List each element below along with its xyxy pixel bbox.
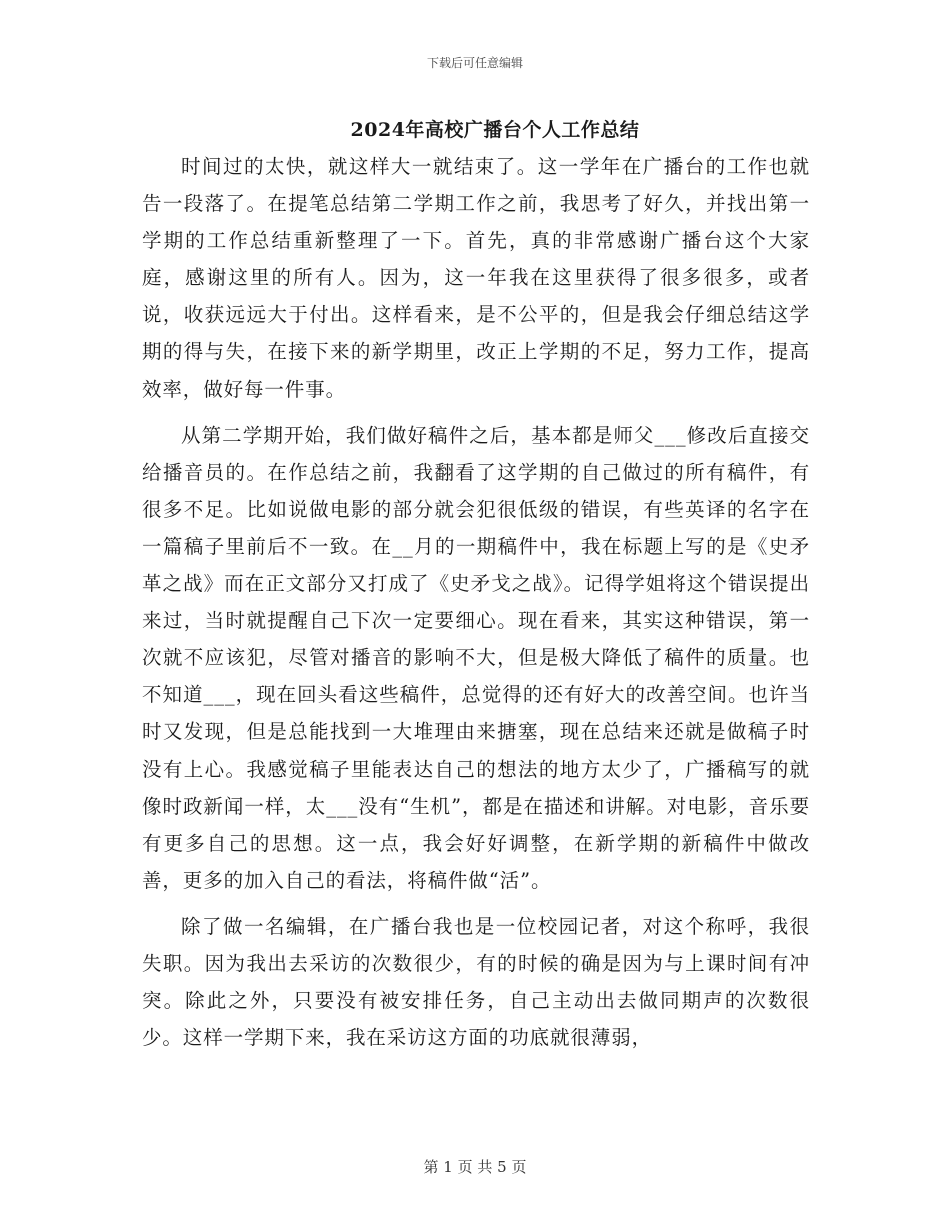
paragraph-3: 除了做一名编辑，在广播台我也是一位校园记者，对这个称呼，我很失职。因为我出去采访的次数很少，有的时候的确是因为与上课时间有冲突。除此之外，只要没有被安排任务，自己主动出去做同期声的次数很少。这样一学期下来，我在采访这方面的功底就很薄弱， xyxy=(142,914,810,1050)
paragraph-2: 从第二学期开始，我们做好稿件之后，基本都是师父___修改后直接交给播音员的。在作总结之前，我翻看了这学期的自己做过的所有稿件，有很多不足。比如说做电影的部分就会犯很低级的错误，有些英译的名字在一篇稿子里前后不一致。在__月的一期稿件中，我在标题上写的是《史矛革之战》而在正文部分又打成了《史矛戈之战》。记得学姐将这个错误提出来过，当时就提醒自己下次一定要细心。现在看来，其实这种错误，第一次就不应该犯，尽管对播音的影响不大，但是极大降低了稿件的质量。也不知道___，现在回头看这些稿件，总觉得的还有好大的改善空间。也许当时又发现，但是总能找到一大堆理由来搪塞，现在总结来还就是做稿子时没有上心。我感觉稿子里能表达自己的想法的地方太少了，广播稿写的就像时政新闻一样，太___没有“生机”，都是在描述和讲解。对电影，音乐要有更多自己的思想。这一点，我会好好调整，在新学期的新稿件中做改善，更多的加入自己的看法，将稿件做“活”。 xyxy=(142,423,810,892)
paragraph-1: 时间过的太快，就这样大一就结束了。这一学年在广播台的工作也就告一段落了。在提笔总结第二学期工作之前，我思考了好久，并找出第一学期的工作总结重新整理了一下。首先，真的非常感谢广播台这个大家庭，感谢这里的所有人。因为，这一年我在这里获得了很多很多，或者说，收获远远大于付出。这样看来，是不公平的，但是我会仔细总结这学期的得与失，在接下来的新学期里，改正上学期的不足，努力工作，提高效率，做好每一件事。 xyxy=(142,155,810,401)
document-body xyxy=(142,148,810,1056)
header-note: 下载后可任意编辑 xyxy=(426,56,523,70)
document-title: 2024年高校广播台个人工作总结 xyxy=(350,119,640,141)
page-number: 第 1 页 共 5 页 xyxy=(423,1158,527,1176)
